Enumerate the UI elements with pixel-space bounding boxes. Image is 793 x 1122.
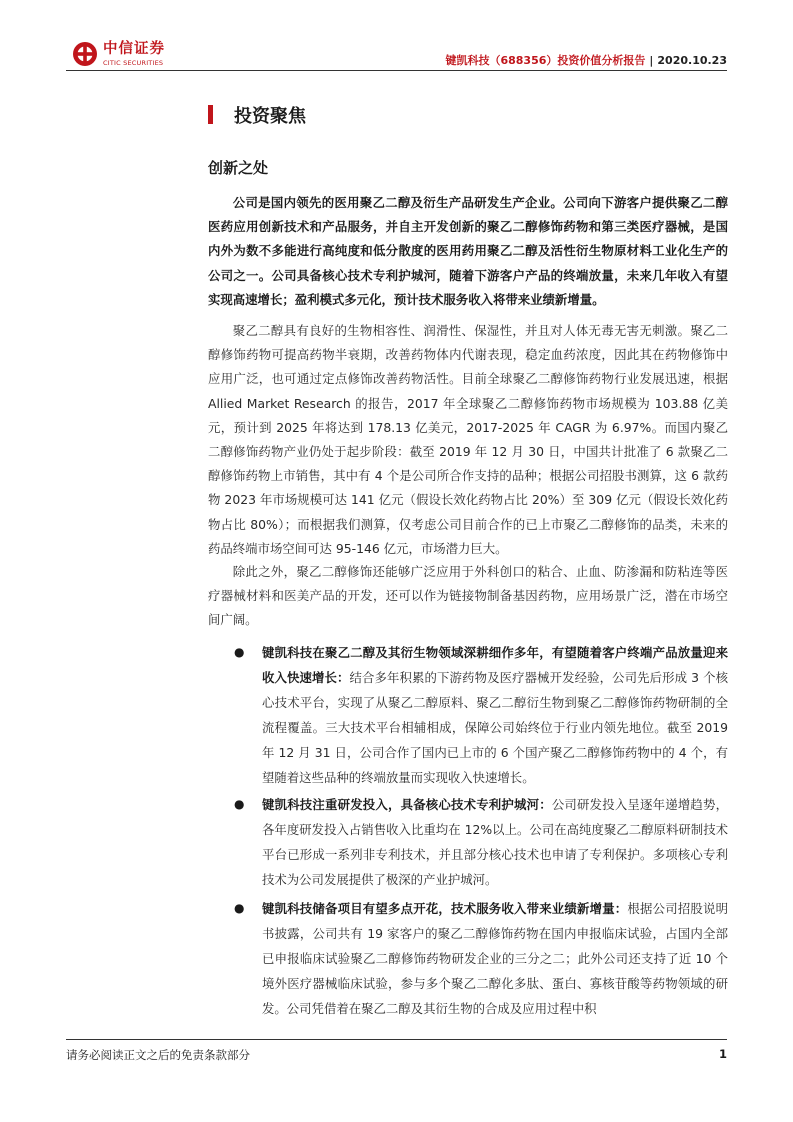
bullet-lead: 键凯科技注重研发投入，具备核心技术专利护城河： bbox=[262, 797, 552, 812]
bullet-text bbox=[262, 640, 728, 790]
summary-paragraph: 公司是国内领先的医用聚乙二醇及衍生产品研发生产企业。公司向下游客户提供聚乙二醇医药应用创新技术和产品服务，并自主开发创新的聚乙二醇修饰药物和第三类医疗器械，是国内外为数不多能进行高纯度和低分散度的医用药用聚乙二醇及活性衍生物原材料工业化生产的公司之一。公司具备核心技术专利护城河，随着下游客户产品的终端放量，未来几年收入有望实现高速增长；盈利模式多元化，预计技术服务收入将带来业绩新增量。 bbox=[208, 195, 728, 307]
bullet-dot-icon: ● bbox=[234, 645, 245, 659]
logo-cn-text: 中信证券 bbox=[103, 41, 165, 57]
application-paragraph: 除此之外，聚乙二醇修饰还能够广泛应用于外科创口的粘合、止血、防渗漏和防粘连等医疗器械材料和医美产品的开发，还可以作为链接物制备基因药物，应用场景广泛，潜在市场空间广阔。 bbox=[208, 564, 728, 628]
bullet-body: 结合多年积累的下游药物及医疗器械开发经验，公司先后形成 3 个核心技术平台，实现了从聚乙二醇原料、聚乙二醇衍生物到聚乙二醇修饰药物研制的全流程覆盖。三大技术平台相辅相成，保障公司始终位于行业内领先地位。截至 2019 年 12 月 31 日，公司合作了国内已上市的 6 个国产聚乙二醇修饰药物中的 4 个，有望随着这些品种的终端放量而实现收入快速增长。 bbox=[262, 670, 729, 785]
section-title: 投资聚焦 bbox=[234, 106, 306, 127]
bullet-lead: 键凯科技储备项目有望多点开花，技术服务收入带来业绩新增量： bbox=[262, 901, 628, 916]
bullet-lead: 键凯科技在聚乙二醇及其衍生物领域深耕细作多年，有望随着客户终端产品放量迎来收入快速增长： bbox=[262, 645, 728, 685]
bullet-item bbox=[234, 896, 728, 1021]
header-divider bbox=[66, 70, 727, 71]
report-title: 键凯科技（688356）投资价值分析报告 bbox=[445, 54, 646, 67]
report-header bbox=[445, 52, 727, 68]
footer-divider bbox=[66, 1039, 727, 1040]
citic-logo bbox=[72, 41, 165, 67]
subsection-title: 创新之处 bbox=[208, 159, 269, 177]
report-date: 2020.10.23 bbox=[657, 54, 727, 67]
bullet-item bbox=[234, 792, 728, 892]
bullet-dot-icon: ● bbox=[234, 901, 245, 915]
bullet-text bbox=[262, 896, 728, 1021]
citic-logo-icon bbox=[72, 41, 98, 67]
disclaimer-note: 请务必阅读正文之后的免责条款部分 bbox=[66, 1048, 250, 1062]
logo-en-text: CITIC SECURITIES bbox=[103, 58, 164, 67]
bullet-text bbox=[262, 792, 728, 892]
market-paragraph: 聚乙二醇具有良好的生物相容性、润滑性、保湿性，并且对人体无毒无害无刺激。聚乙二醇修饰药物可提高药物半衰期，改善药物体内代谢表现，稳定血药浓度，因此其在药物修饰中应用广泛，也可通过定点修饰改善药物活性。目前全球聚乙二醇修饰药物行业发展迅速，根据 Allied Market Research 的报告，2017 年全球聚乙二醇修饰药物市场规模为 103.88 亿美元，预计到 2025 年将达到 178.13 亿美元，2017-2025 年 CAGR 为 6.97%。而国内聚乙二醇修饰药物产业仍处于起步阶段：截至 2019 年 12 月 30 日，中国共计批准了 6 款聚乙二醇修饰药物上市销售，其中有 4 个是公司所合作支持的品种；根据公司招股书测算，这 6 款药物 2023 年市场规模可达 141 亿元（假设长效化药物占比 20%）至 309 亿元（假设长效化药物占比 80%）；而根据我们测算，仅考虑公司目前合作的已上市聚乙二醇修饰的品类，未来的药品终端市场空间可达 95-146 亿元，市场潜力巨大。 bbox=[208, 323, 728, 556]
bullet-item bbox=[234, 640, 728, 790]
header-separator: | bbox=[649, 54, 654, 67]
bullet-body: 根据公司招股说明书披露，公司共有 19 家客户的聚乙二醇修饰药物在国内申报临床试验，占国内全部已申报临床试验聚乙二醇修饰药物研发企业的三分之二；此外公司还支持了近 10 个境外医疗器械临床试验，参与多个聚乙二醇化多肽、蛋白、寡核苷酸等药物领域的研发。公司凭借着在聚乙二醇及其衍生物的合成及应用过程中积 bbox=[262, 901, 729, 1016]
bullet-dot-icon: ● bbox=[234, 797, 245, 811]
section-marker bbox=[208, 105, 213, 124]
page-number: 1 bbox=[718, 1047, 727, 1061]
bullet-body: 公司研发投入呈逐年递增趋势，各年度研发投入占销售收入比重均在 12%以上。公司在高纯度聚乙二醇原料研制技术平台已形成一系列非专利技术，并且部分核心技术也申请了专利保护。多项核心专利技术为公司发展提供了极深的产业护城河。 bbox=[262, 797, 729, 887]
